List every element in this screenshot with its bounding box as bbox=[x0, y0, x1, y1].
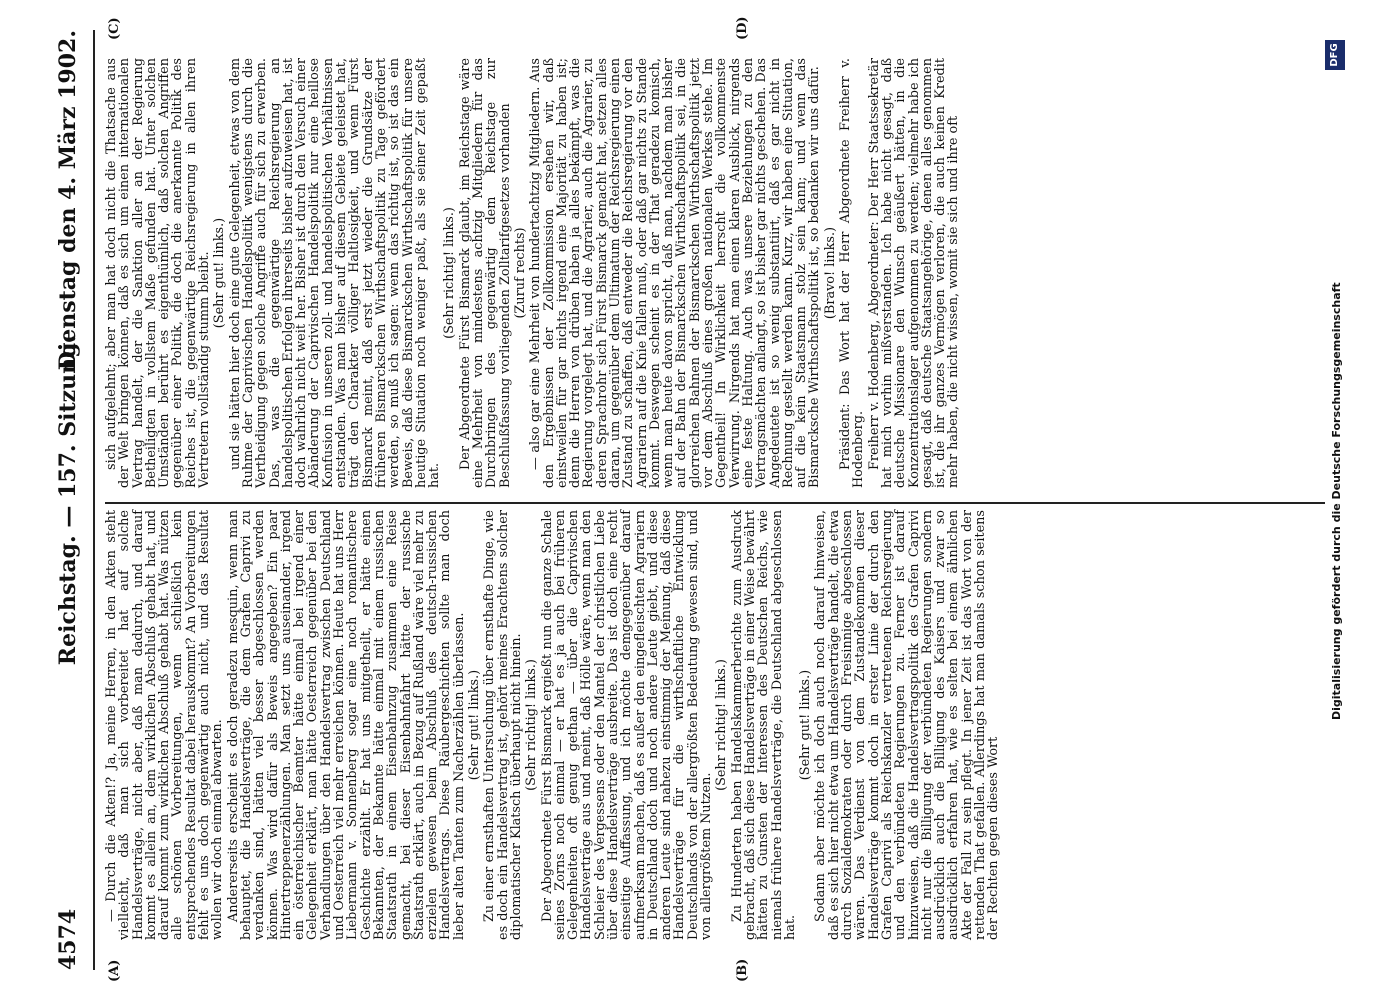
interjection: (Zuruf rechts) bbox=[512, 227, 528, 319]
session-date: Dienstag den 4. März 1902. bbox=[55, 30, 81, 371]
paragraph: — Durch die Akten!? Ja, meine Herren, in den Akten steht vielleicht, daß man sich vorbereitet hat auf solche Handelsverträge, nicht aber, daß man dadurch, und darauf kommt es allein an, dem wirklichen Abschluß gehabt hat, und darauf kommt zum wirklichen Abschluß gehabt hat. Was nützen alle schönen Vorbereitungen, wenn schließlich kein entsprechendes Resultat dabei herauskommt? An Vorbereitungen fehlt es uns doch gegenwärtig auch nicht, und das Resultat wollen wir doch einmal abwarten. bbox=[104, 510, 226, 940]
paragraph: Andererseits erscheint es doch geradezu mesquin, wenn man behauptet, die Handelsverträge, die dem Grafen Caprivi zu verdanken sind, hätten viel besser abgeschlossen werden können. Was wird dafür als Beweis angegeben? Ein paar Hintertreppenerzählungen. Man setzt uns auseinander, irgend ein österreichischer Beamter hätte einmal bei irgend einer Gelegenheit erklärt, man hätte Oesterreich gegenüber bei den Verhandlungen über den Handelsvertrag zwischen Deutschland und Oesterreich viel mehr erreichen können. Heute hat uns Herr Liebermann v. Sonnenberg sogar eine noch romantischere Geschichte erzählt. Er hat uns mitgetheilt, er hätte einen Bekannten, der Bekannte hätte einmal mit einem russischen Staatsrath in einem Eisenbahnzug zusammen eine Reise gemacht, bei dieser Eisenbahnfahrt hätte der russische Staatsrath erklärt, auch in Bezug auf Rußland wäre viel mehr zu erzielen gewesen beim Abschluß des deutsch-russischen Handelsvertrags. Diese Räubergeschichten sollte man doch lieber alten Tanten zum Nacherzählen überlassen. bbox=[225, 510, 467, 940]
paragraph: Zu einer ernsthaften Untersuchung über ernsthafte Dinge, wie es doch ein Handelsvertrag ist, gehört meines Erachtens solcher diplomatischer Klatsch überhaupt nicht hinein. bbox=[482, 510, 524, 940]
session-title: Reichstag. — 157. Sitzung. bbox=[55, 334, 81, 666]
margin-mark-c: (C) bbox=[107, 17, 122, 40]
paragraph: Der Abgeordnete Fürst Bismarck glaubt, im Reichstage wäre eine Mehrheit von mindestens achtzig Mitgliedern für das Durchbringen des gegenwärtig dem Reichstage zur Beschlußfassung vorliegenden Zolltarifgesetzes vorhanden bbox=[457, 58, 513, 488]
margin-mark-a: (A) bbox=[107, 959, 122, 982]
interjection: (Sehr richtig! links.) bbox=[442, 207, 458, 339]
interjection: (Sehr gut! links.) bbox=[212, 217, 228, 329]
paragraph: Freiherr v. Hodenberg, Abgeordneter: Der Herr Staatssekretär hat mich vorhin mißverstanden. Ich habe nicht gesagt, daß deutsche Missionare den Wunsch geäußert hätten, in die Konzentrationslager aufgenommen zu werden; vielmehr habe ich gesagt, daß deutsche Staatsangehörige, denen alles genommen ist, die ihr ganzes Vermögen verloren, die auch keinen Kredit mehr haben, die nicht wissen, womit sie sich und ihre oft bbox=[866, 58, 962, 488]
paragraph: sich aufgelehnt; aber man hat doch nicht die Thatsache aus der Welt bringen können, daß es sich um einen internationalen Vertrag handelt, der die Sanktion aller an der Regierung Betheiligten in vollstem Maße gefunden hat. Unter solchen Umständen berührt es eigenthümlich, daß solchen Angriffen gegenüber einer Politik, die doch die anerkannte Politik des Reiches ist, die gegenwärtige Reichsregierung in allen ihren Vertretern vollständig stumm bleibt. bbox=[104, 58, 213, 488]
interjection: (Sehr gut! links.) bbox=[467, 669, 483, 781]
paragraph: Präsident: Das Wort hat der Herr Abgeordnete Freiherr v. Hodenberg. bbox=[838, 58, 867, 488]
margin-mark-d: (D) bbox=[735, 16, 750, 40]
dfg-logo: DFG bbox=[1325, 40, 1345, 70]
page-header bbox=[55, 30, 87, 970]
left-column bbox=[105, 510, 1003, 940]
paragraph: Sodann aber möchte ich doch auch noch darauf hinweisen, daß es sich hier nicht etwa um Handelsverträge handelt, die etwa durch Sozialdemokraten oder durch Freisinnige abgeschlossen wären. Das Verdienst von dem Zustandekommen dieser Handelsverträge kommt doch in erster Linie der durch den Grafen Caprivi als Reichskanzler vertretenen Reichsregierung und den verbündeten Regierungen zu. Ferner ist darauf hinzuweisen, daß die Handelsvertragspolitik des Grafen Caprivi nicht nur die Billigung der verbündeten Regierungen sondern ausdrücklich auch die Billigung des Kaisers und zwar so ausdrücklich erfahren hat, wie es selten bei einem ähnlichen Akte der Fall zu sein pflegt. In jener Zeit ist das Wort von der rettenden That gefallen. Allerdings hat man damals schon seitens der Rechten gegen dieses Wort bbox=[813, 510, 1002, 940]
interjection: (Sehr gut! links.) bbox=[798, 669, 814, 781]
margin-mark-b: (B) bbox=[735, 958, 750, 982]
paragraph: Zu Hunderten haben Handelskammerberichte zum Ausdruck gebracht, daß sich diese Handelsverträge in einer Weise bewährt hätten zu Gunsten der Interessen des Deutschen Reichs, wie niemals frühere Handelsverträge, die Deutschland abgeschlossen hat. bbox=[729, 510, 798, 940]
digitization-credit: Digitalisierung gefördert durch die Deutsche Forschungsgemeinschaft bbox=[1330, 282, 1343, 720]
paragraph: — also gar eine Mehrheit von hundertachtzig Mitgliedern. Aus den Ergebnissen der Zollkommission ersehen wir, daß einstweilen für gar nichts irgend eine Majorität zu haben ist; denn die Herren von drüben haben ja alles bekämpft, was die Regierung vorgelegt hat, und die Agrarier, auch die Agrarier, zu deren Sprachrohr sich Fürst Bismarck gemacht hat, setzen alles daran, um gegenüber dem Ultimatum der Reichsregierung einen Zustand zu schaffen, daß entweder die Reichsregierung vor den Agrariern auf die Knie fallen muß, oder daß gar nichts zu Stande kommt. Deswegen scheint es in der That geradezu komisch, wenn man heute davon spricht, daß man, nachdem man bisher auf der Bahn der Bismarckschen Wirthschaftspolitik sei, in die glorreichen Bahnen der Bismarckschen Wirthschaftspolitik jetzt vor dem Abschluß eines großen nationalen Werkes stehe. Im Gegentheil! In Wirklichkeit herrscht die vollkommenste Verwirrung. Nirgends hat man einen klaren Ausblick, nirgends eine feste Haltung. Auch was unsere Beziehungen zu den Vertragsmächten anlangt, so ist bisher gar nichts geschehen. Das Angedeutete ist so wenig substantiirt, daß es gar nicht in Rechnung gestellt werden kann. Kurz, wir haben eine Situation, auf die kein Staatsmann stolz sein kann; und wenn das Bismarcksche Wirthschaftspolitik ist, so bedanken wir uns dafür. bbox=[528, 58, 823, 488]
interjection: (Sehr richtig! links.) bbox=[524, 659, 540, 791]
paragraph: und sie hätten hier doch eine gute Gelegenheit, etwas von dem Ruhme der Caprivischen Handelspolitik wenigstens durch die Vertheidigung gegen solche Angriffe auch für sich zu erwerben. Das, was die gegenwärtige Reichsregierung an handelspolitischen Erfolgen ihrerseits bisher aufzuweisen hat, ist doch wahrlich nicht weit her. Bisher ist durch den Versuch einer Abänderung der Caprivischen Handelspolitik nur eine heillose Konfusion in unseren zoll- und handelspolitischen Verhältnissen entstanden. Was man bisher auf diesem Gebiete geleistet hat, trägt den Charakter völliger Haltlosigkeit, und wenn Fürst Bismarck meint, daß erst jetzt wieder die Grundsätze der früheren Bismarckschen Wirthschaftspolitik zu Tage gefördert werden, so muß ich sagen: wenn das richtig ist, so ist das ein Beweis, daß diese Bismarckschen Wirthschaftspolitik für unsere heutige Situation noch weniger paßt, als sie seiner Zeit gepaßt hat. bbox=[227, 58, 443, 488]
right-column bbox=[105, 58, 963, 488]
scanned-page bbox=[35, 0, 1365, 1000]
interjection: (Bravo! links.) bbox=[822, 226, 838, 320]
paragraph: Der Abgeordnete Fürst Bismarck ergießt nun die ganze Schale seines Zorns noch einmal — er hat es ja auch bei früheren Gelegenheiten oft genug gethan — über die Caprivischen Handelsverträge aus und meint, daß Hölle wäre, wenn man den Schleier des Vergessens oder den Mantel der christlichen Liebe über diese Handelsverträge ausbreite. Das ist doch eine recht einseitige Auffassung, und ich möchte demgegenüber darauf aufmerksam machen, daß es außer den eingefleischten Agrariern in Deutschland doch und noch andere Leute giebt, und diese anderen Leute sind nahezu einstimmig der Meinung, daß diese Handelsverträge für die wirthschaftliche Entwicklung Deutschlands von der allergrößten Bedeutung gewesen sind, und von allergrößtem Nutzen. bbox=[539, 510, 715, 940]
interjection: (Sehr richtig! links.) bbox=[714, 659, 730, 791]
column-divider bbox=[105, 502, 1325, 504]
header-rule bbox=[93, 30, 95, 970]
page-number: 4574 bbox=[55, 908, 81, 970]
